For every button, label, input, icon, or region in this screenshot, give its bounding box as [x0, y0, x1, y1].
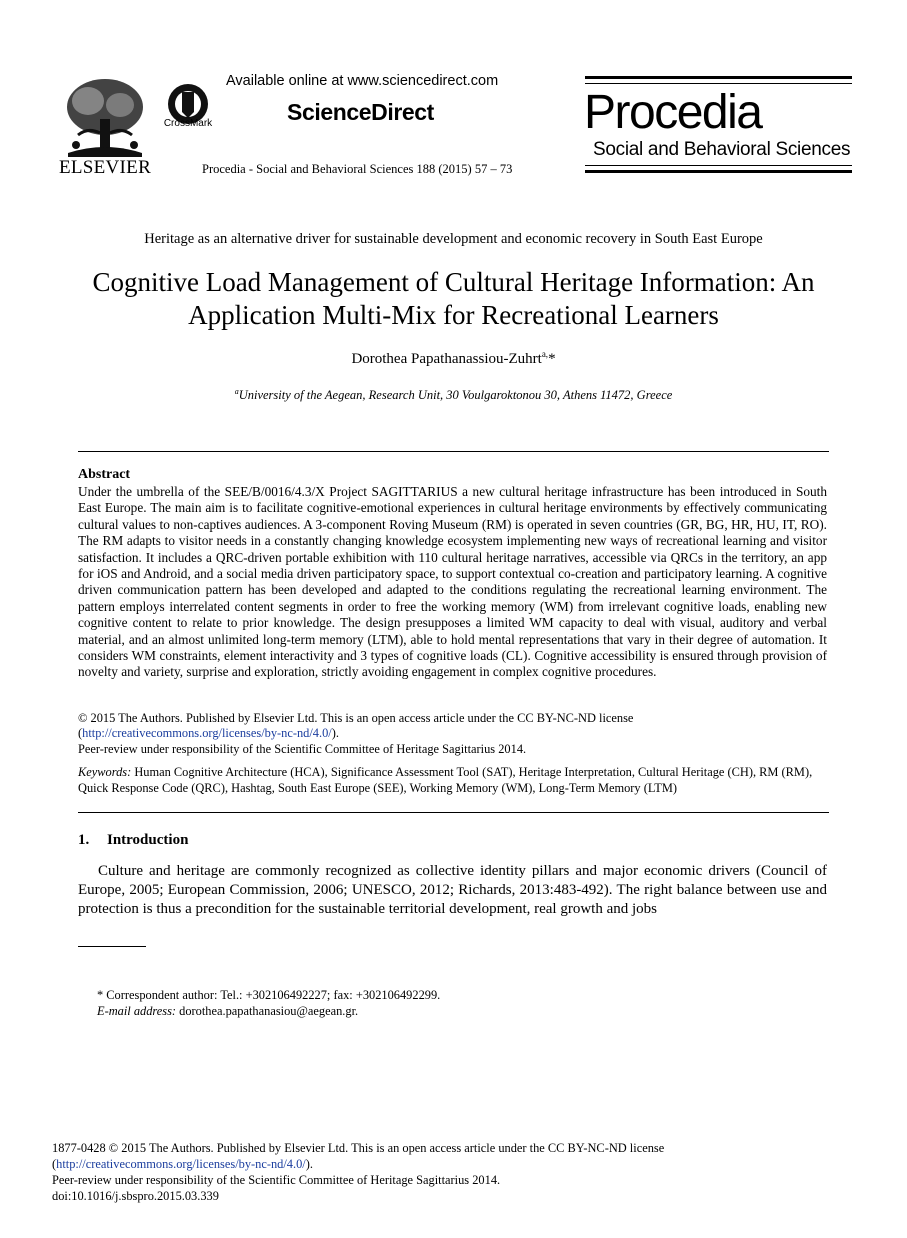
- license-link[interactable]: http://creativecommons.org/licenses/by-nc-nd/4.0/: [82, 726, 332, 741]
- license-link-line: [78, 726, 828, 741]
- article-title: Cognitive Load Management of Cultural Heritage Information: An Application Multi-Mix for Recreational Learners: [92, 267, 815, 330]
- abstract-rule-bottom: [78, 812, 829, 813]
- keywords: [78, 765, 828, 796]
- license-line: © 2015 The Authors. Published by Elsevier Ltd. This is an open access article under the CC BY-NC-ND license: [78, 711, 634, 725]
- author-line: [0, 349, 907, 368]
- author-corresponding-mark: *: [548, 351, 556, 367]
- footer-license: 1877-0428 © 2015 The Authors. Published by Elsevier Ltd. This is an open access article under the CC BY-NC-ND license: [52, 1141, 665, 1155]
- affiliation-mark: a: [234, 387, 239, 396]
- section-number: 1.: [78, 832, 90, 848]
- footer-peer-review: Peer-review under responsibility of the Scientific Committee of Heritage Sagittarius 2014.: [52, 1173, 501, 1187]
- procedia-rule-bottom: [585, 170, 852, 173]
- crossmark-label: CrossMark: [163, 118, 213, 129]
- conference-name: Heritage as an alternative driver for sustainable development and economic recovery in South East Europe: [144, 231, 763, 247]
- elsevier-wordmark: ELSEVIER: [58, 157, 152, 178]
- sciencedirect-logo: ScienceDirect: [287, 99, 434, 125]
- page-footer: [52, 1140, 852, 1204]
- procedia-rule-bottom-thin: [585, 165, 852, 166]
- footnote-email: [97, 1004, 358, 1019]
- affiliation-text: University of the Aegean, Research Unit, 30 Voulgaroktonou 30, Athens 11472, Greece: [238, 388, 673, 403]
- peer-review-line: Peer-review under responsibility of the Scientific Committee of Heritage Sagittarius 2014.: [78, 741, 527, 756]
- procedia-rule-top: [585, 76, 852, 79]
- email-address[interactable]: dorothea.papathanasiou@aegean.gr.: [179, 1004, 359, 1018]
- abstract-license: [78, 711, 828, 757]
- affiliation: [0, 387, 907, 403]
- journal-reference: Procedia - Social and Behavioral Sciences 188 (2015) 57 – 73: [202, 162, 513, 176]
- abstract-heading: Abstract: [78, 467, 131, 482]
- email-label: E-mail address:: [97, 1004, 177, 1018]
- section-heading-introduction: [78, 832, 188, 849]
- available-online-text[interactable]: Available online at www.sciencedirect.com: [226, 73, 499, 89]
- license-paren-close: ).: [331, 726, 339, 741]
- section-title: Introduction: [107, 832, 189, 848]
- footer-paren-close: ).: [305, 1157, 313, 1171]
- footer-doi[interactable]: doi:10.1016/j.sbspro.2015.03.339: [52, 1189, 219, 1203]
- procedia-logo-subtitle: Social and Behavioral Sciences: [593, 139, 851, 160]
- author-affil-mark: a,: [541, 349, 549, 359]
- footer-paren-open: (: [52, 1157, 57, 1171]
- footnote-rule: [78, 946, 146, 947]
- author-name: Dorothea Papathanassiou-Zuhrt: [351, 351, 542, 367]
- keywords-text: Human Cognitive Architecture (HCA), Significance Assessment Tool (SAT), Heritage Interpretation, Cultural Heritage (CH), RM (RM), Quick Response Code (QRC), Hashtag, South East Europe (SEE), Working Memory (WM), Long-Term Memory (LTM): [78, 765, 813, 795]
- license-paren-open: (: [78, 726, 83, 741]
- footnote-correspondent: * Correspondent author: Tel.: +302106492227; fax: +302106492299.: [97, 988, 441, 1002]
- procedia-logo-title: Procedia: [584, 86, 762, 139]
- footer-license-link[interactable]: http://creativecommons.org/licenses/by-nc-nd/4.0/: [56, 1157, 306, 1171]
- keywords-label: Keywords:: [78, 765, 132, 779]
- abstract-text: Under the umbrella of the SEE/B/0016/4.3/X Project SAGITTARIUS a new cultural heritage infrastructure has been introduced in South East Europe. The main aim is to facilitate cognitive-emotional experiences in cultural heritage environments by effectively communicating cultural values to non-captives audiences. A 3-component Roving Museum (RM) is operated in seven countries (GR, BG, HR, HU, IT, RO). The RM adapts to visitor needs in a constantly changing knowledge ecosystem implementing new ways of recreational learning and visitor satisfaction. It includes a QRC-driven portable exhibition with 110 cultural heritage narratives, accessible via QRCs in the territory, an app for iOS and Android, and a social media driven participatory space, to support contextual co-creation and participatory learning. A cognitive driven communication pattern has been developed and adapted to the conditions regulating the recreational learning environment. The pattern employs interrelated content segments in order to free the working memory (WM) from irrelevant cognitive loads, enabling new cognitive content to relate to prior knowledge. The design presupposes a limited WM capacity to deal with visual, auditory and verbal material, and an almost unlimited long-term memory (LTM), able to hold mental representations that vary in their degree of automation. It considers WM constraints, element interactivity and 3 types of cognitive loads (CL). Cognitive accessibility is ensured through provision of novelty and variety, surprise and exploration, strictly avoiding engagement in complex cognitive procedures.: [78, 484, 827, 680]
- abstract-rule-top: [78, 451, 829, 452]
- footer-link-line: [52, 1156, 852, 1172]
- introduction-paragraph: Culture and heritage are commonly recognized as collective identity pillars and major economic drivers (Council of Europe, 2005; European Commission, 2006; UNESCO, 2012; Richards, 2013:483-492). The right balance between use and protection is thus a precondition for the sustainable territorial development, real growth and jobs: [78, 863, 827, 917]
